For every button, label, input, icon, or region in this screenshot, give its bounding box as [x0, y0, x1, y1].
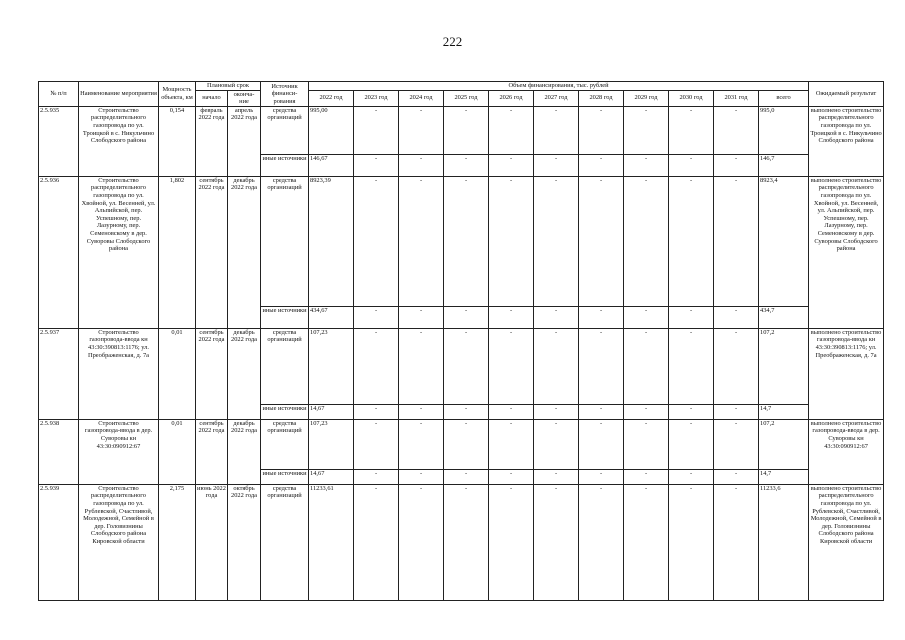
amount-total: 14,7	[759, 404, 809, 419]
amount-2022: 146,67	[309, 154, 354, 176]
year-header: 2022 год	[309, 90, 354, 106]
empty-year-value: -	[399, 106, 444, 154]
table-row	[39, 106, 884, 154]
amount-2022: 14,67	[309, 404, 354, 419]
empty-year-value: -	[669, 106, 714, 154]
table-body	[39, 106, 884, 600]
col-end-header: оконча-ние	[228, 90, 261, 106]
empty-year-value: -	[579, 306, 624, 328]
amount-total: 995,0	[759, 106, 809, 154]
empty-year-value: -	[714, 469, 759, 484]
empty-year-value: -	[534, 154, 579, 176]
funding-source: иные источники	[261, 469, 309, 484]
empty-year-value: -	[669, 484, 714, 600]
start-date: февраль 2022 года	[196, 106, 228, 176]
empty-year-value: -	[579, 106, 624, 154]
empty-year-value: -	[714, 404, 759, 419]
empty-year-value: -	[444, 419, 489, 469]
page-number: 222	[442, 34, 463, 49]
project-name: Строительство газопровода-ввода кн 43:30:390813:1176; ул. Преображенская, д. 7а	[79, 328, 159, 419]
funding-source: средства организаций	[261, 419, 309, 469]
year-header: 2030 год	[669, 90, 714, 106]
empty-year-value: -	[354, 154, 399, 176]
year-header: 2028 год	[579, 90, 624, 106]
amount-2022: 995,00	[309, 106, 354, 154]
empty-year-value: -	[714, 484, 759, 600]
empty-year-value: -	[354, 176, 399, 306]
amount-total: 434,7	[759, 306, 809, 328]
empty-year-value: -	[579, 484, 624, 600]
row-number: 2.5.938	[39, 419, 79, 484]
empty-year-value: -	[534, 176, 579, 306]
amount-total: 107,2	[759, 328, 809, 404]
empty-year-value: -	[399, 404, 444, 419]
empty-year-value: -	[399, 306, 444, 328]
year-header: 2024 год	[399, 90, 444, 106]
amount-2022: 107,23	[309, 419, 354, 469]
year-header: 2026 год	[489, 90, 534, 106]
empty-year-value: -	[534, 328, 579, 404]
empty-year-value: -	[714, 306, 759, 328]
empty-year-value: -	[624, 176, 669, 306]
col-capacity-header: Мощность объекта, км	[159, 82, 196, 107]
empty-year-value: -	[534, 419, 579, 469]
funding-source: средства организаций	[261, 176, 309, 306]
row-number: 2.5.939	[39, 484, 79, 600]
capacity-value: 0,01	[159, 328, 196, 419]
amount-2022: 11233,61	[309, 484, 354, 600]
empty-year-value: -	[444, 469, 489, 484]
row-number: 2.5.935	[39, 106, 79, 176]
empty-year-value: -	[624, 106, 669, 154]
empty-year-value: -	[669, 154, 714, 176]
expected-result: выполнено строительство газопровода-ввода кн 43:30:390813:1176; ул. Преображенская, д. 7а	[809, 328, 884, 419]
empty-year-value: -	[399, 419, 444, 469]
empty-year-value: -	[714, 419, 759, 469]
end-date: декабрь 2022 года	[228, 176, 261, 328]
empty-year-value: -	[669, 328, 714, 404]
empty-year-value: -	[444, 484, 489, 600]
empty-year-value: -	[444, 404, 489, 419]
empty-year-value: -	[534, 404, 579, 419]
expected-result: выполнено строительство распределительного газопровода по ул. Рублевской, Счастливой, Молодежной, Семейной в дер. Головизнины Слободского района Кировской области	[809, 484, 884, 600]
end-date: декабрь 2022 года	[228, 328, 261, 419]
year-header: 2027 год	[534, 90, 579, 106]
amount-total: 14,7	[759, 469, 809, 484]
empty-year-value: -	[444, 106, 489, 154]
empty-year-value: -	[444, 154, 489, 176]
expected-result: выполнено строительство распределительного газопровода по ул. Хвойной, ул. Весенней, ул. Альпийской, пер. Успешному, пер. Лазурному, пер. Семеновскому в дер. Суворовы Слободского района	[809, 176, 884, 328]
empty-year-value: -	[624, 154, 669, 176]
empty-year-value: -	[354, 404, 399, 419]
amount-total: 146,7	[759, 154, 809, 176]
empty-year-value: -	[534, 484, 579, 600]
empty-year-value: -	[669, 176, 714, 306]
empty-year-value: -	[489, 484, 534, 600]
empty-year-value: -	[489, 306, 534, 328]
empty-year-value: -	[669, 469, 714, 484]
end-date: апрель 2022 года	[228, 106, 261, 176]
empty-year-value: -	[489, 328, 534, 404]
amount-total: 107,2	[759, 419, 809, 469]
funding-source: иные источники	[261, 154, 309, 176]
funding-source: иные источники	[261, 306, 309, 328]
funding-source: средства организаций	[261, 328, 309, 404]
expected-result: выполнено строительство распределительного газопровода по ул. Троицкой в с. Никульчино Слободского района	[809, 106, 884, 176]
empty-year-value: -	[714, 176, 759, 306]
project-name: Строительство распределительного газопровода по ул. Хвойной, ул. Весенней, ул. Альпийской, пер. Успешному, пер. Лазурному, пер. Семеновскому в дер. Суворовы Слободского района	[79, 176, 159, 328]
table-row	[39, 419, 884, 469]
capacity-value: 0,154	[159, 106, 196, 176]
funding-source: средства организаций	[261, 484, 309, 600]
table-row	[39, 176, 884, 306]
empty-year-value: -	[354, 106, 399, 154]
col-start-header: начало	[196, 90, 228, 106]
empty-year-value: -	[624, 404, 669, 419]
empty-year-value: -	[579, 154, 624, 176]
empty-year-value: -	[399, 484, 444, 600]
funding-source: средства организаций	[261, 106, 309, 154]
empty-year-value: -	[444, 176, 489, 306]
col-result-header: Ожидаемый результат	[809, 82, 884, 107]
empty-year-value: -	[489, 469, 534, 484]
project-name: Строительство распределительного газопровода по ул. Троицкой в с. Никульчино Слободского района	[79, 106, 159, 176]
amount-2022: 434,67	[309, 306, 354, 328]
empty-year-value: -	[714, 154, 759, 176]
empty-year-value: -	[489, 404, 534, 419]
empty-year-value: -	[534, 106, 579, 154]
empty-year-value: -	[444, 306, 489, 328]
empty-year-value: -	[579, 419, 624, 469]
empty-year-value: -	[489, 419, 534, 469]
empty-year-value: -	[354, 306, 399, 328]
empty-year-value: -	[669, 419, 714, 469]
empty-year-value: -	[354, 484, 399, 600]
empty-year-value: -	[489, 176, 534, 306]
empty-year-value: -	[579, 176, 624, 306]
year-header: 2023 год	[354, 90, 399, 106]
col-term-header: Плановый срок	[196, 82, 261, 91]
capacity-value: 2,175	[159, 484, 196, 600]
year-header: 2025 год	[444, 90, 489, 106]
empty-year-value: -	[624, 306, 669, 328]
empty-year-value: -	[399, 176, 444, 306]
funding-source: иные источники	[261, 404, 309, 419]
empty-year-value: -	[489, 154, 534, 176]
empty-year-value: -	[534, 306, 579, 328]
col-name-header: Наименование мероприятия	[79, 82, 159, 107]
empty-year-value: -	[534, 469, 579, 484]
empty-year-value: -	[579, 404, 624, 419]
empty-year-value: -	[714, 328, 759, 404]
empty-year-value: -	[354, 469, 399, 484]
header-row-1	[39, 82, 884, 91]
amount-2022: 107,23	[309, 328, 354, 404]
capacity-value: 0,01	[159, 419, 196, 484]
empty-year-value: -	[579, 469, 624, 484]
financing-table	[38, 81, 884, 601]
start-date: июнь 2022 года	[196, 484, 228, 600]
year-header: 2029 год	[624, 90, 669, 106]
project-name: Строительство распределительного газопровода по ул. Рублевской, Счастливой, Молодежной, Семейной в дер. Головизнины Слободского района Кировской области	[79, 484, 159, 600]
amount-total: 11233,6	[759, 484, 809, 600]
empty-year-value: -	[399, 469, 444, 484]
empty-year-value: -	[669, 404, 714, 419]
col-funding-header: Объем финансирования, тыс. рублей	[309, 82, 809, 91]
col-source-header: Источник финанси-рования	[261, 82, 309, 107]
empty-year-value: -	[624, 484, 669, 600]
total-header: всего	[759, 90, 809, 106]
empty-year-value: -	[399, 328, 444, 404]
start-date: сентябрь 2022 года	[196, 176, 228, 328]
empty-year-value: -	[624, 469, 669, 484]
empty-year-value: -	[579, 328, 624, 404]
empty-year-value: -	[624, 328, 669, 404]
year-header: 2031 год	[714, 90, 759, 106]
empty-year-value: -	[399, 154, 444, 176]
capacity-value: 1,802	[159, 176, 196, 328]
empty-year-value: -	[714, 106, 759, 154]
amount-2022: 14,67	[309, 469, 354, 484]
empty-year-value: -	[444, 328, 489, 404]
end-date: декабрь 2022 года	[228, 419, 261, 484]
start-date: сентябрь 2022 года	[196, 328, 228, 419]
empty-year-value: -	[354, 419, 399, 469]
amount-total: 8923,4	[759, 176, 809, 306]
col-num-header: № п/п	[39, 82, 79, 107]
empty-year-value: -	[489, 106, 534, 154]
table-row	[39, 328, 884, 404]
empty-year-value: -	[669, 306, 714, 328]
empty-year-value: -	[624, 419, 669, 469]
project-name: Строительство газопровода-ввода в дер. Суворовы кн 43:30:090912:67	[79, 419, 159, 484]
amount-2022: 8923,39	[309, 176, 354, 306]
row-number: 2.5.937	[39, 328, 79, 419]
table-row	[39, 484, 884, 600]
expected-result: выполнено строительство газопровода-ввода в дер. Суворовы кн 43:30:090912:67	[809, 419, 884, 484]
empty-year-value: -	[354, 328, 399, 404]
row-number: 2.5.936	[39, 176, 79, 328]
end-date: октябрь 2022 года	[228, 484, 261, 600]
start-date: сентябрь 2022 года	[196, 419, 228, 484]
